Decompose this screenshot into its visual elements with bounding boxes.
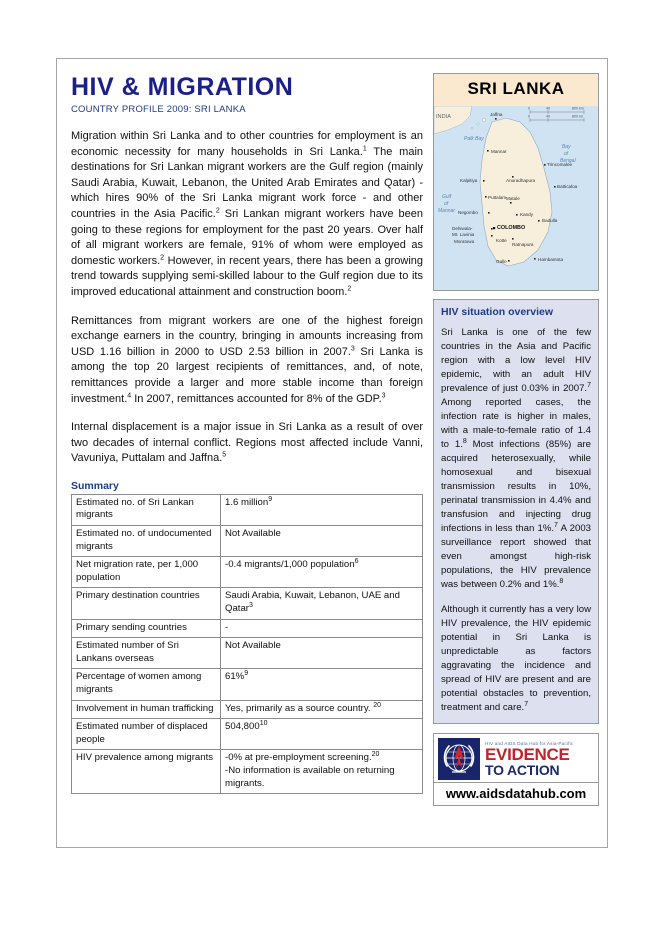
aids-datahub-emblem-icon: [438, 738, 480, 780]
map-title: SRI LANKA: [467, 79, 565, 98]
map-label: Palk Bay: [464, 136, 484, 142]
map-label: Mannar: [491, 149, 507, 154]
paragraph-displacement: [71, 420, 423, 467]
table-row: [72, 638, 423, 669]
footnote-ref: 1: [362, 144, 367, 152]
footnote-ref: 2: [347, 285, 352, 293]
map-label: Ratnapura: [512, 242, 534, 247]
table-row: [72, 750, 423, 794]
map-label: Badulla: [542, 218, 558, 223]
footnote-ref: 7: [524, 700, 529, 708]
summary-heading: Summary: [71, 479, 119, 492]
hiv-p1-b: Among reported cases, the infection rate is higher in males, with a male-to-female ratio of 1.4 to 1.: [441, 397, 591, 450]
footnote-ref: 8: [559, 577, 564, 585]
p2-text-b: Sri Lanka is among the top 20 largest recipients of remittances, and, of note, remittances provide a larger and more stable income than foreign investment.: [71, 345, 423, 405]
table-row: [72, 619, 423, 638]
p3-text-a: Internal displacement is a major issue in Sri Lanka as a result of over two decades of internal conflict. Regions most affected include Vanni, Vavuniya, Puttalam and Jaffna.: [71, 421, 423, 465]
sidebar-column: [433, 73, 599, 806]
table-cell-value: 504,800$^{10}$: [221, 719, 423, 750]
map-label: Gulf: [442, 194, 452, 200]
hiv-p1-a: Sri Lanka is one of the few countries in the Asia and Pacific region with a low level HIV epidemic, with an adult HIV prevalence of just 0.03% in 2007.: [441, 327, 591, 394]
map-label: Anuradhapura: [506, 178, 536, 183]
map-image: [434, 106, 598, 290]
map-label: Matale: [506, 196, 520, 201]
footnote-ref: 10: [259, 720, 268, 727]
footnote-ref: 20: [371, 751, 380, 759]
logo-evidence: EVIDENCE: [485, 745, 570, 764]
logo-panel: [433, 733, 599, 806]
map-label: Bay: [562, 144, 571, 150]
table-cell-key: Estimated no. of Sri Lankan migrants: [72, 494, 221, 525]
map-panel: [433, 73, 599, 291]
table-cell-value: -0% at pre-employment screening.$^{20}$ -No information is available on returning migrants.: [221, 750, 423, 794]
map-label: Dehiwala-: [452, 226, 473, 231]
footnote-ref: 7: [554, 521, 558, 529]
map-label: of: [444, 201, 449, 207]
hiv-p1-d: A 2003 surveillance report showed that even amongst high-risk populations, the HIV prevalence was between 0.2% and 1%.: [441, 523, 591, 590]
table-cell-key: Percentage of women among migrants: [72, 669, 221, 700]
table-cell-key: Estimated number of displaced people: [72, 719, 221, 750]
table-cell-value: -: [221, 619, 423, 638]
document-page: [56, 58, 608, 848]
hiv-p1-c: Most infections (85%) are acquired heterosexually, while homosexual and bisexual transmission results in 10%, perinatal transmission in 4.4% and transfusion and injecting drug infections in less than 1%.: [441, 439, 591, 534]
page-title: HIV & MIGRATION: [71, 73, 294, 101]
map-label: 800 km: [572, 106, 584, 111]
table-cell-value: Saudi Arabia, Kuwait, Lebanon, UAE and Qatar$^3$: [221, 588, 423, 619]
logo-tagline: HIV and AIDS Data Hub for Asia-Pacific: [485, 741, 574, 746]
footnote-ref: 7: [587, 381, 591, 389]
p1-text-a: Migration within Sri Lanka and to other countries for employment is an economic necessity for many households in Sri Lanka.: [71, 130, 423, 158]
table-cell-key: Estimated number of Sri Lankans overseas: [72, 638, 221, 669]
table-row: [72, 669, 423, 700]
table-cell-value: Not Available: [221, 526, 423, 557]
footnote-ref: 4: [127, 391, 132, 399]
footnote-ref: 3: [249, 601, 253, 609]
map-label: Mt. Lavinia: [452, 232, 475, 237]
map-label: 0: [528, 106, 530, 111]
map-label: of: [564, 151, 569, 157]
table-row: [72, 700, 423, 719]
summary-table: [71, 494, 423, 794]
map-label: Jaffna: [490, 112, 503, 117]
website-url[interactable]: www.aidsdatahub.com: [434, 782, 598, 805]
map-label: Galle: [496, 259, 507, 264]
footnote-ref: 9: [268, 495, 273, 503]
hiv-situation-panel: [433, 299, 599, 724]
p1-text-b: The main destinations for Sri Lankan migrant workers are the Gulf region (mainly Saudi Arabia, Kuwait, Lebanon, the United Arab Emirates and Qatar) - which hires 90% of the Sri Lanka migrant work force - and other countries in the Asia Pacific.: [71, 145, 424, 220]
hiv-paragraph-1: [441, 326, 591, 592]
footnote-ref: 2: [160, 254, 165, 262]
footnote-ref: 8: [462, 437, 467, 445]
footnote-ref: 6: [354, 558, 359, 566]
footnote-ref: 2: [215, 207, 220, 215]
logo-to-action: TO ACTION: [485, 762, 560, 778]
footnote-ref: 3: [350, 345, 355, 353]
p2-text-c: In 2007, remittances accounted for 8% of the GDP.: [131, 392, 382, 405]
paragraph-migration: [71, 129, 423, 301]
table-cell-key: HIV prevalence among migrants: [72, 750, 221, 794]
table-cell-key: Primary sending countries: [72, 619, 221, 638]
table-cell-value: -0.4 migrants/1,000 population$^6$: [221, 557, 423, 588]
map-label: Mannar: [438, 208, 455, 214]
table-row: [72, 526, 423, 557]
main-column: [71, 73, 423, 794]
paragraph-remittances: [71, 314, 423, 408]
table-cell-value: 1.6 million$^9$: [221, 494, 423, 525]
hiv-p2-a: Although it currently has a very low HIV prevalence, the HIV epidemic potential in Sri Lanka is unpredictable as factors aggravating the incidence and spread of HIV are present and are potential obstacles to prevention, treatment and care.: [441, 604, 591, 713]
p1-text-d: However, in recent years, there has been a growing trend towards supplying semi-skilled labour to the Gulf region due to its improved educational attainment and construction boom.: [71, 254, 423, 298]
map-label: 40: [546, 114, 550, 119]
table-cell-key: Primary destination countries: [72, 588, 221, 619]
map-label: INDIA: [436, 114, 451, 120]
map-label: Hambantota: [538, 257, 564, 262]
map-label: Kotte: [496, 238, 507, 243]
table-row: [72, 557, 423, 588]
footnote-ref: 9: [244, 670, 249, 678]
table-cell-key: Estimated no. of undocumented migrants: [72, 526, 221, 557]
map-label: Kalpitiya: [460, 178, 478, 183]
footnote-ref: 20: [373, 701, 382, 709]
p2-text-a: Remittances from migrant workers are one of the highest foreign exchange earners in the country, bringing in amounts increasing from USD 1.16 billion in 2000 to USD 2.53 billion in 2007.: [71, 314, 423, 358]
map-label: 0: [528, 114, 530, 119]
map-label: Bengal: [560, 158, 576, 164]
hiv-panel-title: HIV situation overview: [441, 306, 554, 318]
table-cell-value-extra: -No information is available on returning migrants.: [225, 764, 395, 789]
table-cell-value: Not Available: [221, 638, 423, 669]
page-subtitle: COUNTRY PROFILE 2009: SRI LANKA: [71, 104, 246, 115]
footnote-ref: 3: [381, 391, 386, 399]
table-cell-key: Involvement in human trafficking: [72, 700, 221, 719]
map-label: Negombo: [458, 210, 478, 215]
map-label: COLOMBO: [497, 225, 526, 231]
map-label: Kandy: [520, 212, 534, 217]
map-label: Batticaloa: [557, 184, 578, 189]
table-cell-key: Net migration rate, per 1,000 population: [72, 557, 221, 588]
map-label: 800 mi: [572, 114, 583, 119]
table-cell-value: 61%$^9$: [221, 669, 423, 700]
map-label: 40: [546, 106, 550, 111]
table-row: [72, 494, 423, 525]
map-label: Moratuwa: [454, 239, 475, 244]
table-cell-value: Yes, primarily as a source country. $^{20}$: [221, 700, 423, 719]
p1-text-c: Sri Lankan migrant workers have been going to these regions for employment for the past 20 years. Over half of all migrant workers are female, 91% of whom were employed as domestic workers.: [71, 207, 423, 267]
map-label: Puttalam: [488, 195, 507, 200]
map-label: Trincomalee: [547, 162, 573, 167]
table-row: [72, 588, 423, 619]
footnote-ref: 5: [222, 451, 227, 459]
table-row: [72, 719, 423, 750]
hiv-paragraph-2: [441, 603, 591, 715]
